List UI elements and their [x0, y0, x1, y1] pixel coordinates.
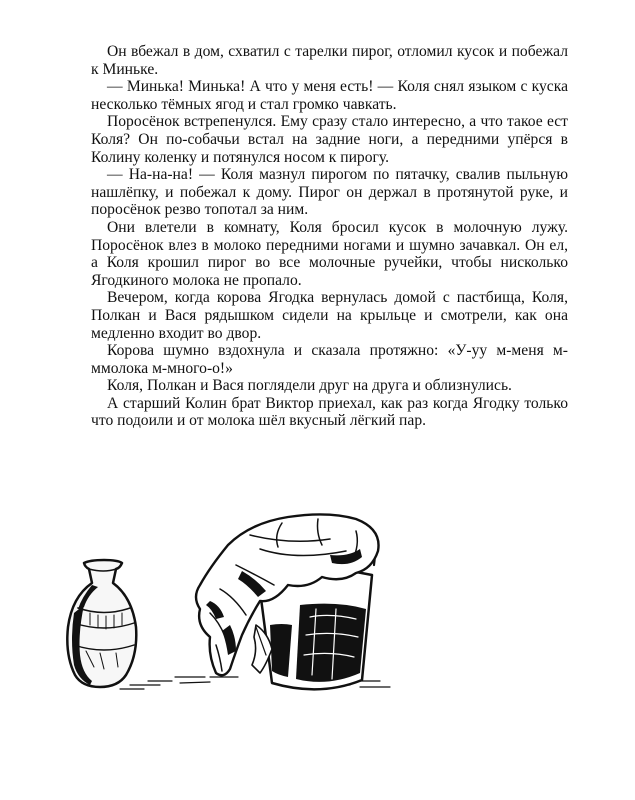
paragraph-9: А старший Колин брат Виктор приехал, как раз когда Ягодку только что подоили и от молока шёл вкусный лёгкий пар.: [91, 394, 568, 430]
paragraph-4: — На-на-на! — Коля мазнул пирогом по пятачку, свалив пыльную нашлёпку, и побежал к дому. Пирог он держал в протянутой руке, и поросёнок резво топотал за ним.: [91, 166, 568, 219]
paragraph-3: Поросёнок встрепенулся. Ему сразу стало интересно, а что такое ест Коля? Он по-собачьи встал на задние ноги, а передними упёрся в Колину коленку и потянулся носом к пирогу.: [91, 113, 568, 166]
paragraph-8: Коля, Полкан и Вася поглядели друг на друга и облизнулись.: [107, 377, 512, 395]
clay-jug: [67, 560, 136, 687]
paragraph-1: Он вбежал в дом, схватил с тарелки пирог, отломил кусок и побежал к Миньке.: [91, 43, 568, 78]
paragraph-6: Вечером, когда корова Ягодка вернулась домой с пастбища, Коля, Полкан и Вася рядышком сидели на крыльце и смотрели, как она медленно входит во двор.: [91, 289, 568, 342]
paragraph-5: Они влетели в комнату, Коля бросил кусок в молочную лужу. Поросёнок влез в молоко передними ногами и шумно зачавкал. Он ел, а Коля крошил пирог во все молочные ручейки, чтобы нисколько Ягодкиного молока не пропало.: [91, 218, 568, 289]
paragraph-7: Корова шумно вздохнула и сказала протяжно: «У-уу м-меня м-ммолока м-много-о!»: [91, 342, 568, 377]
jug-and-bucket-illustration: [60, 505, 405, 710]
paragraph-2: — Минька! Минька! А что у меня есть! — Коля снял языком с куска несколько тёмных ягод и стал громко чавкать.: [91, 78, 568, 113]
story-text: [91, 43, 568, 430]
